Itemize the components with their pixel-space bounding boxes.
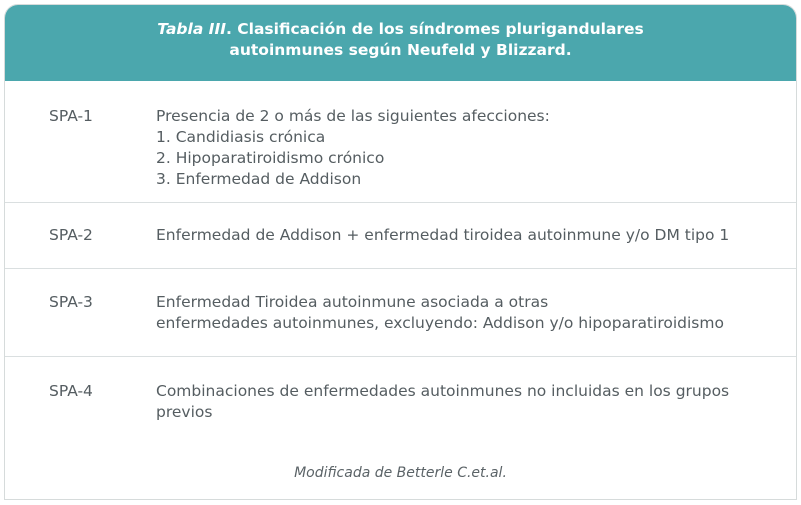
row-description-line: previos (156, 403, 213, 421)
row-code: SPA-3 (49, 293, 93, 311)
row-description-line: 1. Candidiasis crónica (156, 128, 326, 146)
classification-table (4, 4, 797, 500)
row-description (156, 292, 776, 334)
table-row-spa-4 (5, 357, 796, 447)
row-description-line: Combinaciones de enfermedades autoinmunes no incluidas en los grupos (156, 382, 730, 400)
table-title-text: . Clasificación de los síndromes plurigandulares (225, 20, 644, 38)
table-footnote: Modificada de Betterle C.et.al. (294, 465, 507, 481)
row-description-line: Presencia de 2 o más de las siguientes afecciones: (156, 107, 550, 125)
row-code: SPA-1 (49, 107, 93, 125)
table-title-label: Tabla III (157, 20, 226, 38)
row-description-line: Enfermedad de Addison + enfermedad tiroidea autoinmune y/o DM tipo 1 (156, 226, 730, 244)
table-row-spa-1 (5, 81, 796, 203)
row-code: SPA-4 (49, 382, 93, 400)
row-description-line: 3. Enfermedad de Addison (156, 170, 362, 188)
row-description (156, 225, 776, 246)
row-description-line: Enfermedad Tiroidea autoinmune asociada a otras (156, 293, 549, 311)
table-title-line-1 (5, 19, 796, 40)
row-code: SPA-2 (49, 226, 93, 244)
row-description-line: 2. Hipoparatiroidismo crónico (156, 149, 385, 167)
table-title-line-2: autoinmunes según Neufeld y Blizzard. (229, 41, 572, 59)
table-row-spa-3 (5, 269, 796, 357)
row-description-line: enfermedades autoinmunes, excluyendo: Addison y/o hipoparatiroidismo (156, 314, 724, 332)
row-description (156, 106, 776, 190)
table-header (5, 5, 796, 81)
table-row-spa-2 (5, 203, 796, 269)
row-description (156, 381, 776, 423)
